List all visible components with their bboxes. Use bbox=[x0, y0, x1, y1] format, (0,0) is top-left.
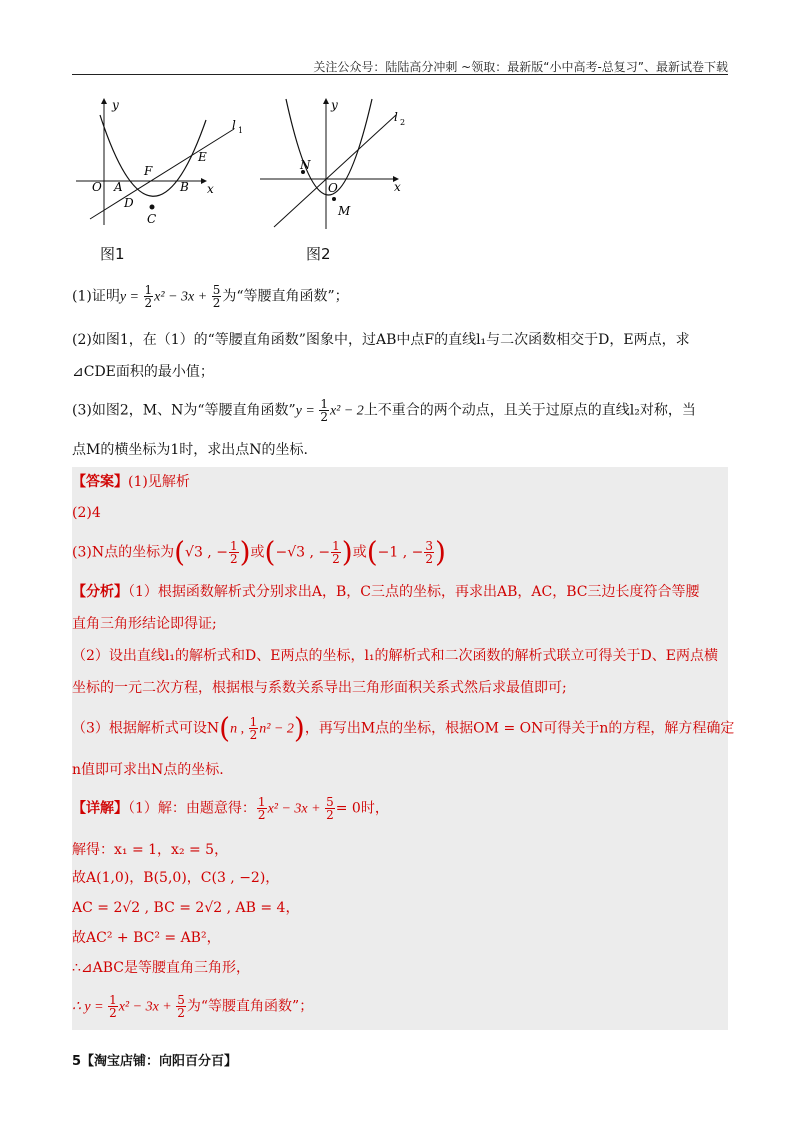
analysis-l5-a: n , bbox=[230, 721, 248, 737]
page-number: 5 bbox=[72, 1054, 82, 1069]
label-b: B bbox=[180, 180, 189, 194]
answer-point-3: −1 , − bbox=[377, 544, 424, 561]
label-m: M bbox=[338, 204, 351, 218]
figure-2 bbox=[256, 95, 416, 235]
answer-tag: 【答案】 bbox=[72, 474, 128, 490]
q1-eq-start: y = bbox=[119, 289, 143, 305]
detail-s6-frac-1: $\frac{1}{2}$ bbox=[109, 993, 117, 1020]
label-c: C bbox=[147, 212, 157, 226]
detail-intro: （1）解：由题意得： bbox=[128, 800, 256, 817]
label-d: D bbox=[124, 196, 134, 210]
analysis-line-5: （3）根据解析式可设N(n , $\frac{1}{2}$ n² − 2)，再写出M点的坐标，根据OM = ON可得关于n的方程，解方程确定 bbox=[72, 711, 735, 745]
point-m bbox=[332, 197, 336, 201]
label-y: y bbox=[112, 98, 119, 112]
detail-frac-1: $\frac{1}{2}$ bbox=[257, 795, 266, 822]
detail-mid: x² − 3x + bbox=[267, 801, 325, 817]
figure-1 bbox=[76, 95, 256, 235]
label-o: O bbox=[328, 181, 338, 195]
q3-frac: $\frac{1}{2}$ bbox=[320, 397, 328, 424]
label-a: A bbox=[114, 180, 123, 194]
detail-line-6: ∴⊿ABC是等腰直角三角形， bbox=[72, 960, 251, 976]
analysis-l5-frac: $\frac{1}{2}$ bbox=[249, 715, 258, 742]
detail-tag: 【详解】 bbox=[72, 800, 128, 817]
answer-line-3: (3)N点的坐标为(√3 , − $\frac{1}{2}$ )或(−√3 , − $\frac{1}{2}$ )或(−1 , − $\frac{3}{2}$ ) bbox=[72, 535, 446, 569]
figure-2-graph bbox=[256, 95, 416, 235]
answer-frac-3: $\frac{3}{2}$ bbox=[425, 539, 433, 566]
label-x: x bbox=[394, 180, 401, 194]
detail-s6-suffix: 为“等腰直角函数”； bbox=[186, 998, 314, 1015]
figure-1-caption: 图1 bbox=[100, 245, 125, 263]
label-y: y bbox=[331, 98, 338, 112]
answer-point-2: −√3 , − bbox=[275, 544, 331, 561]
detail-frac-2: $\frac{5}{2}$ bbox=[326, 795, 334, 822]
label-x: x bbox=[207, 182, 214, 196]
detail-s6-frac-2: $\frac{5}{2}$ bbox=[177, 993, 185, 1020]
detail-line-1 bbox=[72, 796, 728, 821]
point-c bbox=[150, 205, 155, 210]
question-2-line-2: ⊿CDE面积的最小值； bbox=[72, 364, 214, 380]
figure-1-graph bbox=[76, 95, 256, 235]
label-e: E bbox=[198, 150, 207, 164]
line-l1 bbox=[90, 129, 234, 219]
analysis-line-1 bbox=[72, 582, 728, 602]
answer-point-1: √3 , − bbox=[185, 544, 228, 561]
question-3-line-2: 点M的横坐标为1时，求出点N的坐标. bbox=[72, 442, 308, 458]
q3-suffix: 上不重合的两个动点，且关于过原点的直线l₂对称，当 bbox=[363, 402, 696, 419]
footer-text: 【淘宝店铺：向阳百分百】 bbox=[81, 1054, 238, 1069]
analysis-l5-suffix: ，再写出M点的坐标，根据OM = ON可得关于n的方程，解方程确定 bbox=[304, 720, 735, 737]
detail-s6-mid: x² − 3x + bbox=[118, 999, 176, 1015]
analysis-l1: （1）根据函数解析式分别求出A，B，C三点的坐标，再求出AB，AC，BC三边长度符合等腰 bbox=[128, 584, 700, 600]
label-l1-sub: 1 bbox=[238, 126, 244, 135]
q1-prefix: (1)证明 bbox=[72, 288, 120, 305]
question-2-line-1: (2)如图1，在（1）的“等腰直角函数”图象中，过AB中点F的直线l₁与二次函数相交于D，E两点，求 bbox=[72, 332, 690, 348]
answer-3-prefix: (3)N点的坐标为 bbox=[72, 544, 175, 561]
answer-1: (1)见解析 bbox=[128, 474, 190, 490]
answer-line-1 bbox=[72, 472, 728, 492]
analysis-line-4: 坐标的一元二次方程，根据根与系数关系导出三角形面积关系式然后求最值即可; bbox=[72, 680, 567, 696]
detail-line-2: 解得：x₁ = 1，x₂ = 5， bbox=[72, 842, 229, 858]
q3-prefix: (3)如图2，M、N为“等腰直角函数” bbox=[72, 402, 296, 419]
detail-line-3: 故A(1,0)，B(5,0)，C(3 , −2)， bbox=[72, 870, 280, 886]
answer-or-1: 或 bbox=[250, 544, 265, 561]
q3-eq-start: y = bbox=[295, 403, 319, 419]
q1-suffix: 为“等腰直角函数”； bbox=[222, 288, 349, 305]
answer-or-2: 或 bbox=[352, 544, 367, 561]
figure-2-caption: 图2 bbox=[306, 245, 331, 263]
header-rule bbox=[72, 74, 728, 75]
label-n: N bbox=[300, 158, 311, 172]
question-3-line-1 bbox=[72, 398, 728, 423]
label-l1: l bbox=[232, 118, 236, 132]
analysis-line-2: 直角三角形结论即得证; bbox=[72, 616, 217, 632]
q1-frac-1: $\frac{1}{2}$ bbox=[144, 283, 153, 310]
page-footer bbox=[72, 1050, 237, 1069]
detail-s6-prefix: ∴ y = bbox=[72, 999, 108, 1015]
q1-eq-mid: x² − 3x + bbox=[154, 289, 211, 305]
detail-end: = 0时， bbox=[335, 800, 389, 817]
detail-line-5: 故AC² + BC² = AB²， bbox=[72, 930, 221, 946]
label-l2: l bbox=[394, 110, 398, 124]
answer-line-2: (2)4 bbox=[72, 505, 101, 521]
analysis-tag: 【分析】 bbox=[72, 584, 128, 600]
analysis-l5-b: n² − 2 bbox=[259, 721, 294, 737]
q3-eq-end: x² − 2 bbox=[329, 403, 364, 419]
label-o: O bbox=[92, 180, 102, 194]
label-l2-sub: 2 bbox=[400, 118, 406, 127]
label-f: F bbox=[144, 164, 153, 178]
answer-frac-2: $\frac{1}{2}$ bbox=[332, 539, 340, 566]
question-1 bbox=[72, 284, 728, 309]
analysis-l5-prefix: （3）根据解析式可设N bbox=[72, 720, 220, 737]
page-header: 关注公众号：陆陆高分冲刺 ~领取：最新版“小中高考-总复习”、最新试卷下载 bbox=[313, 60, 728, 74]
detail-line-4: AC = 2√2 , BC = 2√2 , AB = 4， bbox=[72, 900, 300, 916]
analysis-line-6: n值即可求出N点的坐标. bbox=[72, 762, 224, 778]
answer-frac-1: $\frac{1}{2}$ bbox=[229, 539, 238, 566]
line-l2 bbox=[274, 115, 396, 227]
analysis-line-3: （2）设出直线l₁的解析式和D、E两点的坐标，l₁的解析式和二次函数的解析式联立可得关于D、E两点横 bbox=[72, 648, 718, 664]
q1-frac-2: $\frac{5}{2}$ bbox=[212, 283, 221, 310]
detail-line-7 bbox=[72, 994, 728, 1019]
